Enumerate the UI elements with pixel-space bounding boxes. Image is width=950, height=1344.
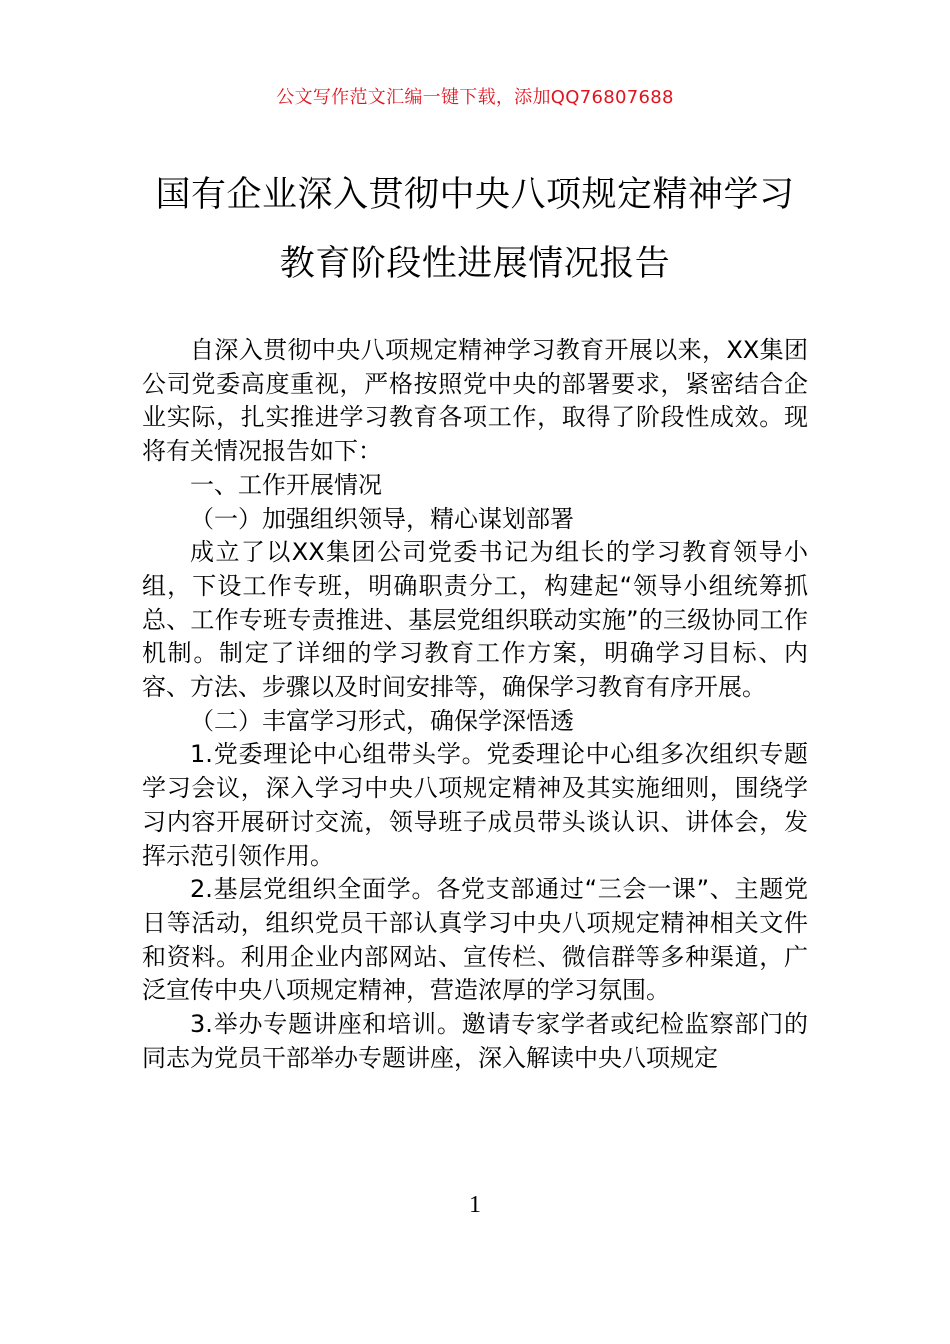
paragraph-leadership-group: 成立了以XX集团公司党委书记为组长的学习教育领导小组，下设工作专班，明确职责分工，构建起“领导小组统筹抓总、工作专班专责推进、基层党组织联动实施”的三级协同工作机制。制定了详细的学习教育工作方案，明确学习目标、内容、方法、步骤以及时间安排等，确保学习教育有序开展。	[142, 538, 808, 702]
paragraph-intro: 自深入贯彻中央八项规定精神学习教育开展以来，XX集团公司党委高度重视，严格按照党中央的部署要求，紧密结合企业实际，扎实推进学习教育各项工作，取得了阶段性成效。现将有关情况报告如下：	[142, 336, 808, 466]
paragraph-item-1: 1.党委理论中心组带头学。党委理论中心组多次组织专题学习会议，深入学习中央八项规定精神及其实施细则，围绕学习内容开展研讨交流，领导班子成员带头谈认识、讲体会，发挥示范引领作用。	[142, 740, 808, 870]
paragraph-item-3: 3.举办专题讲座和培训。邀请专家学者或纪检监察部门的同志为党员干部举办专题讲座，深入解读中央八项规定	[142, 1010, 808, 1072]
document-body	[142, 334, 808, 1075]
paragraph-item-2: 2.基层党组织全面学。各党支部通过“三会一课”、主题党日等活动，组织党员干部认真学习中央八项规定精神相关文件和资料。利用企业内部网站、宣传栏、微信群等多种渠道，广泛宣传中央八项规定精神，营造浓厚的学习氛围。	[142, 875, 808, 1005]
subsection-heading-1: （一）加强组织领导，精心谋划部署	[190, 504, 574, 533]
document-title-line-1: 国有企业深入贯彻中央八项规定精神学习	[155, 175, 795, 215]
document-title-line-2: 教育阶段性进展情况报告	[279, 244, 671, 284]
promo-banner: 公文写作范文汇编一键下载，添加QQ76807688	[276, 87, 674, 108]
page-number: 1	[469, 1192, 481, 1218]
subsection-heading-2: （二）丰富学习形式，确保学深悟透	[190, 706, 574, 735]
section-heading-1: 一、工作开展情况	[190, 470, 382, 499]
